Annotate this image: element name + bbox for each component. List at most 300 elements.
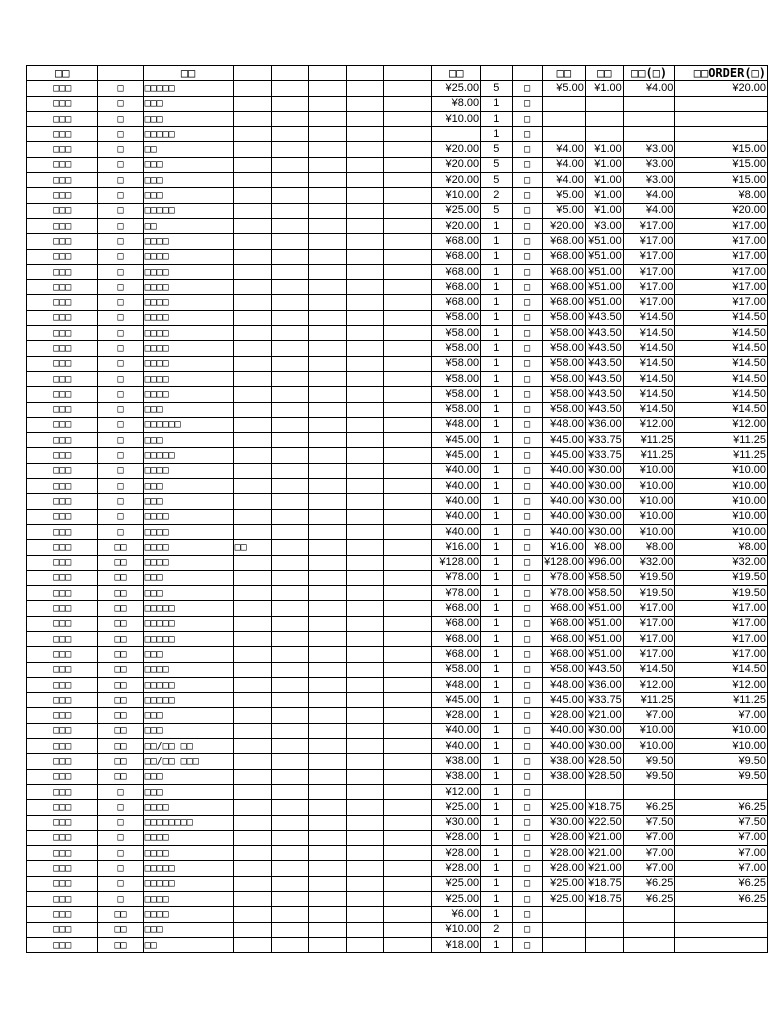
cell-col-blank-g	[346, 448, 383, 463]
cell-col-type: □	[98, 509, 143, 524]
cell-col-cost: ¥30.00	[585, 509, 623, 524]
cell-col-item-name: □□□□	[143, 280, 233, 295]
cell-col-note	[233, 601, 271, 616]
cell-col-price: ¥58.00	[432, 326, 481, 341]
cell-col-blank-e	[271, 173, 308, 188]
cell-col-blank-e	[271, 249, 308, 264]
cell-col-note	[233, 754, 271, 769]
cell-col-qty: 1	[481, 800, 512, 815]
table-row	[27, 479, 768, 494]
cell-col-type: □	[98, 846, 143, 861]
cell-col-note	[233, 264, 271, 279]
cell-col-blank-g	[346, 371, 383, 386]
cell-col-type: □□	[98, 540, 143, 555]
cell-col-price	[432, 127, 481, 142]
cell-col-price: ¥40.00	[432, 723, 481, 738]
cell-col-region: □□□	[27, 295, 98, 310]
cell-col-price: ¥68.00	[432, 234, 481, 249]
cell-col-price: ¥58.00	[432, 341, 481, 356]
cell-col-type: □□	[98, 937, 143, 952]
cell-col-blank-f	[308, 876, 346, 891]
cell-col-qty: 1	[481, 586, 512, 601]
cell-col-blank-f	[308, 601, 346, 616]
cell-col-note	[233, 494, 271, 509]
cell-col-price: ¥68.00	[432, 631, 481, 646]
header-col-region: □□	[27, 66, 98, 81]
cell-col-blank-h	[383, 754, 432, 769]
cell-col-qty: 1	[481, 616, 512, 631]
cell-col-cost: ¥30.00	[585, 739, 623, 754]
cell-col-region: □□□	[27, 280, 98, 295]
cell-col-region: □□□	[27, 387, 98, 402]
cell-col-total	[542, 96, 585, 111]
cell-col-blank-f	[308, 142, 346, 157]
cell-col-order-amount: ¥17.00	[675, 631, 768, 646]
cell-col-item-name: □□□□	[143, 907, 233, 922]
cell-col-qty: 1	[481, 96, 512, 111]
cell-col-price: ¥25.00	[432, 800, 481, 815]
cell-col-type: □□	[98, 555, 143, 570]
table-row	[27, 937, 768, 952]
cell-col-blank-g	[346, 326, 383, 341]
cell-col-profit: ¥3.00	[623, 157, 675, 172]
cell-col-blank-e	[271, 157, 308, 172]
cell-col-order-amount: ¥7.00	[675, 708, 768, 723]
cell-col-type: □	[98, 203, 143, 218]
cell-col-unit: □	[512, 280, 542, 295]
cell-col-blank-h	[383, 830, 432, 845]
cell-col-price: ¥30.00	[432, 815, 481, 830]
cell-col-qty: 5	[481, 81, 512, 96]
cell-col-type: □	[98, 371, 143, 386]
cell-col-type: □	[98, 249, 143, 264]
header-col-type	[98, 66, 143, 81]
cell-col-type: □□	[98, 570, 143, 585]
cell-col-cost: ¥58.50	[585, 586, 623, 601]
cell-col-blank-f	[308, 463, 346, 478]
cell-col-blank-g	[346, 540, 383, 555]
cell-col-blank-f	[308, 203, 346, 218]
cell-col-profit: ¥7.00	[623, 846, 675, 861]
cell-col-blank-g	[346, 127, 383, 142]
cell-col-type: □□	[98, 601, 143, 616]
cell-col-order-amount: ¥14.50	[675, 402, 768, 417]
cell-col-blank-e	[271, 708, 308, 723]
cell-col-total: ¥25.00	[542, 892, 585, 907]
cell-col-cost	[585, 937, 623, 952]
cell-col-blank-h	[383, 157, 432, 172]
cell-col-profit: ¥14.50	[623, 371, 675, 386]
cell-col-blank-h	[383, 693, 432, 708]
header-col-qty	[481, 66, 512, 81]
table-row	[27, 188, 768, 203]
table-row	[27, 892, 768, 907]
cell-col-blank-g	[346, 739, 383, 754]
cell-col-price: ¥78.00	[432, 586, 481, 601]
cell-col-order-amount: ¥19.50	[675, 570, 768, 585]
cell-col-total: ¥5.00	[542, 188, 585, 203]
cell-col-profit: ¥10.00	[623, 494, 675, 509]
cell-col-blank-h	[383, 876, 432, 891]
cell-col-order-amount: ¥32.00	[675, 555, 768, 570]
cell-col-price: ¥40.00	[432, 494, 481, 509]
cell-col-order-amount: ¥14.50	[675, 371, 768, 386]
cell-col-blank-f	[308, 356, 346, 371]
cell-col-unit: □	[512, 356, 542, 371]
cell-col-order-amount: ¥17.00	[675, 295, 768, 310]
cell-col-order-amount: ¥10.00	[675, 739, 768, 754]
cell-col-type: □	[98, 326, 143, 341]
cell-col-qty: 1	[481, 601, 512, 616]
cell-col-price: ¥10.00	[432, 922, 481, 937]
cell-col-profit: ¥11.25	[623, 693, 675, 708]
cell-col-type: □□	[98, 769, 143, 784]
cell-col-item-name: □□□	[143, 723, 233, 738]
cell-col-blank-f	[308, 188, 346, 203]
cell-col-unit: □	[512, 754, 542, 769]
cell-col-blank-h	[383, 509, 432, 524]
cell-col-blank-e	[271, 142, 308, 157]
cell-col-price: ¥68.00	[432, 647, 481, 662]
cell-col-type: □	[98, 234, 143, 249]
cell-col-order-amount: ¥6.25	[675, 800, 768, 815]
cell-col-profit: ¥4.00	[623, 188, 675, 203]
cell-col-order-amount: ¥10.00	[675, 463, 768, 478]
cell-col-item-name: □□□□	[143, 249, 233, 264]
cell-col-region: □□□	[27, 540, 98, 555]
cell-col-item-name: □□□□□□	[143, 417, 233, 432]
cell-col-profit: ¥11.25	[623, 448, 675, 463]
sheet-body	[27, 66, 768, 953]
cell-col-total: ¥40.00	[542, 479, 585, 494]
cell-col-qty: 1	[481, 570, 512, 585]
cell-col-blank-h	[383, 739, 432, 754]
cell-col-order-amount: ¥17.00	[675, 616, 768, 631]
cell-col-cost: ¥51.00	[585, 249, 623, 264]
cell-col-blank-e	[271, 111, 308, 126]
cell-col-item-name: □□□	[143, 479, 233, 494]
cell-col-blank-e	[271, 509, 308, 524]
cell-col-total: ¥48.00	[542, 677, 585, 692]
cell-col-total: ¥48.00	[542, 417, 585, 432]
cell-col-blank-e	[271, 402, 308, 417]
cell-col-qty: 1	[481, 861, 512, 876]
cell-col-region: □□□	[27, 708, 98, 723]
cell-col-profit: ¥10.00	[623, 739, 675, 754]
cell-col-region: □□□	[27, 601, 98, 616]
cell-col-unit: □	[512, 402, 542, 417]
cell-col-profit: ¥17.00	[623, 264, 675, 279]
table-row	[27, 280, 768, 295]
cell-col-note	[233, 815, 271, 830]
cell-col-price: ¥25.00	[432, 876, 481, 891]
header-col-cost: □□	[585, 66, 623, 81]
cell-col-blank-e	[271, 800, 308, 815]
cell-col-note	[233, 218, 271, 233]
cell-col-total: ¥58.00	[542, 326, 585, 341]
cell-col-qty: 1	[481, 341, 512, 356]
cell-col-order-amount: ¥15.00	[675, 157, 768, 172]
cell-col-blank-e	[271, 540, 308, 555]
cell-col-profit: ¥17.00	[623, 616, 675, 631]
cell-col-blank-h	[383, 280, 432, 295]
cell-col-blank-f	[308, 861, 346, 876]
cell-col-type: □	[98, 356, 143, 371]
cell-col-region: □□□	[27, 861, 98, 876]
cell-col-qty: 1	[481, 218, 512, 233]
cell-col-price: ¥6.00	[432, 907, 481, 922]
cell-col-price: ¥28.00	[432, 830, 481, 845]
cell-col-region: □□□	[27, 463, 98, 478]
cell-col-price: ¥48.00	[432, 417, 481, 432]
cell-col-unit: □	[512, 234, 542, 249]
cell-col-item-name: □□□□	[143, 234, 233, 249]
cell-col-cost: ¥1.00	[585, 142, 623, 157]
cell-col-unit: □	[512, 769, 542, 784]
cell-col-price: ¥28.00	[432, 861, 481, 876]
cell-col-unit: □	[512, 96, 542, 111]
cell-col-unit: □	[512, 326, 542, 341]
cell-col-blank-g	[346, 677, 383, 692]
cell-col-blank-f	[308, 907, 346, 922]
cell-col-qty: 5	[481, 142, 512, 157]
cell-col-total: ¥40.00	[542, 723, 585, 738]
cell-col-qty: 1	[481, 662, 512, 677]
cell-col-qty: 1	[481, 127, 512, 142]
cell-col-blank-f	[308, 433, 346, 448]
table-row	[27, 601, 768, 616]
cell-col-item-name: □□□□	[143, 326, 233, 341]
cell-col-blank-h	[383, 341, 432, 356]
header-col-price: □□	[432, 66, 481, 81]
table-row	[27, 555, 768, 570]
cell-col-total	[542, 922, 585, 937]
cell-col-note	[233, 417, 271, 432]
cell-col-blank-f	[308, 555, 346, 570]
cell-col-profit: ¥11.25	[623, 433, 675, 448]
cell-col-blank-e	[271, 218, 308, 233]
cell-col-blank-g	[346, 800, 383, 815]
cell-col-item-name: □□□	[143, 494, 233, 509]
cell-col-note	[233, 81, 271, 96]
table-row	[27, 540, 768, 555]
cell-col-item-name: □□□□□	[143, 81, 233, 96]
cell-col-unit: □	[512, 846, 542, 861]
table-row	[27, 494, 768, 509]
cell-col-order-amount: ¥14.50	[675, 310, 768, 325]
cell-col-note	[233, 769, 271, 784]
cell-col-blank-g	[346, 815, 383, 830]
cell-col-total: ¥28.00	[542, 861, 585, 876]
cell-col-unit: □	[512, 494, 542, 509]
cell-col-total: ¥38.00	[542, 754, 585, 769]
cell-col-blank-g	[346, 754, 383, 769]
cell-col-unit: □	[512, 631, 542, 646]
cell-col-type: □	[98, 830, 143, 845]
cell-col-item-name: □□□□□	[143, 876, 233, 891]
cell-col-item-name: □□□	[143, 769, 233, 784]
cell-col-blank-g	[346, 463, 383, 478]
cell-col-blank-e	[271, 769, 308, 784]
table-row	[27, 693, 768, 708]
cell-col-region: □□□	[27, 937, 98, 952]
cell-col-total: ¥28.00	[542, 708, 585, 723]
cell-col-profit: ¥14.50	[623, 402, 675, 417]
cell-col-profit: ¥6.25	[623, 876, 675, 891]
cell-col-blank-h	[383, 570, 432, 585]
cell-col-blank-e	[271, 387, 308, 402]
cell-col-cost: ¥43.50	[585, 326, 623, 341]
cell-col-profit: ¥17.00	[623, 249, 675, 264]
cell-col-region: □□□	[27, 586, 98, 601]
cell-col-region: □□□	[27, 494, 98, 509]
cell-col-profit: ¥12.00	[623, 677, 675, 692]
cell-col-item-name: □□/□□ □□□	[143, 754, 233, 769]
cell-col-note	[233, 142, 271, 157]
cell-col-cost: ¥43.50	[585, 371, 623, 386]
cell-col-blank-e	[271, 326, 308, 341]
cell-col-unit: □	[512, 601, 542, 616]
cell-col-order-amount: ¥8.00	[675, 540, 768, 555]
cell-col-blank-f	[308, 173, 346, 188]
table-row	[27, 509, 768, 524]
cell-col-type: □	[98, 142, 143, 157]
cell-col-blank-g	[346, 662, 383, 677]
spreadsheet-table	[26, 65, 768, 953]
cell-col-total: ¥68.00	[542, 280, 585, 295]
cell-col-blank-h	[383, 922, 432, 937]
cell-col-blank-e	[271, 96, 308, 111]
cell-col-item-name: □□/□□ □□	[143, 739, 233, 754]
table-row	[27, 769, 768, 784]
cell-col-blank-f	[308, 295, 346, 310]
cell-col-blank-g	[346, 341, 383, 356]
cell-col-qty: 1	[481, 433, 512, 448]
cell-col-unit: □	[512, 264, 542, 279]
cell-col-region: □□□	[27, 907, 98, 922]
cell-col-blank-g	[346, 142, 383, 157]
cell-col-blank-h	[383, 81, 432, 96]
cell-col-unit: □	[512, 463, 542, 478]
cell-col-region: □□□	[27, 264, 98, 279]
cell-col-item-name: □□□	[143, 647, 233, 662]
cell-col-blank-g	[346, 234, 383, 249]
cell-col-price: ¥28.00	[432, 846, 481, 861]
cell-col-item-name: □□□□□	[143, 601, 233, 616]
cell-col-region: □□□	[27, 922, 98, 937]
cell-col-price: ¥58.00	[432, 371, 481, 386]
cell-col-unit: □	[512, 479, 542, 494]
cell-col-note	[233, 433, 271, 448]
cell-col-note	[233, 907, 271, 922]
cell-col-region: □□□	[27, 693, 98, 708]
cell-col-blank-h	[383, 203, 432, 218]
cell-col-total: ¥68.00	[542, 631, 585, 646]
cell-col-unit: □	[512, 524, 542, 539]
cell-col-profit	[623, 96, 675, 111]
cell-col-order-amount: ¥9.50	[675, 769, 768, 784]
cell-col-order-amount: ¥15.00	[675, 173, 768, 188]
cell-col-profit	[623, 784, 675, 799]
cell-col-item-name: □□□□	[143, 463, 233, 478]
cell-col-item-name: □□□□	[143, 540, 233, 555]
cell-col-blank-f	[308, 739, 346, 754]
cell-col-qty: 1	[481, 448, 512, 463]
cell-col-unit: □	[512, 387, 542, 402]
cell-col-note	[233, 479, 271, 494]
table-row	[27, 387, 768, 402]
cell-col-cost	[585, 784, 623, 799]
cell-col-blank-e	[271, 234, 308, 249]
cell-col-unit: □	[512, 295, 542, 310]
cell-col-blank-f	[308, 417, 346, 432]
cell-col-blank-h	[383, 846, 432, 861]
cell-col-blank-g	[346, 846, 383, 861]
cell-col-note	[233, 249, 271, 264]
cell-col-blank-h	[383, 494, 432, 509]
cell-col-profit: ¥7.00	[623, 830, 675, 845]
cell-col-order-amount: ¥8.00	[675, 188, 768, 203]
cell-col-item-name: □□□□	[143, 356, 233, 371]
cell-col-note	[233, 830, 271, 845]
cell-col-blank-e	[271, 876, 308, 891]
cell-col-blank-f	[308, 157, 346, 172]
table-row	[27, 662, 768, 677]
cell-col-qty: 1	[481, 479, 512, 494]
cell-col-unit: □	[512, 892, 542, 907]
cell-col-qty: 1	[481, 876, 512, 891]
cell-col-order-amount: ¥10.00	[675, 723, 768, 738]
cell-col-item-name: □□□	[143, 586, 233, 601]
cell-col-total: ¥68.00	[542, 616, 585, 631]
cell-col-unit: □	[512, 509, 542, 524]
cell-col-qty: 1	[481, 540, 512, 555]
header-col-blank-h	[383, 66, 432, 81]
table-row	[27, 157, 768, 172]
cell-col-blank-f	[308, 540, 346, 555]
cell-col-qty: 1	[481, 264, 512, 279]
cell-col-total: ¥30.00	[542, 815, 585, 830]
cell-col-blank-e	[271, 677, 308, 692]
cell-col-cost: ¥30.00	[585, 723, 623, 738]
cell-col-cost: ¥1.00	[585, 203, 623, 218]
cell-col-unit: □	[512, 371, 542, 386]
cell-col-unit: □	[512, 830, 542, 845]
cell-col-price: ¥58.00	[432, 356, 481, 371]
cell-col-blank-g	[346, 555, 383, 570]
cell-col-blank-e	[271, 861, 308, 876]
cell-col-blank-g	[346, 708, 383, 723]
cell-col-item-name: □□□□	[143, 387, 233, 402]
cell-col-blank-h	[383, 524, 432, 539]
cell-col-blank-h	[383, 708, 432, 723]
cell-col-blank-h	[383, 601, 432, 616]
cell-col-order-amount: ¥10.00	[675, 494, 768, 509]
cell-col-price: ¥28.00	[432, 708, 481, 723]
cell-col-type: □	[98, 96, 143, 111]
cell-col-type: □	[98, 876, 143, 891]
cell-col-qty: 1	[481, 769, 512, 784]
cell-col-total: ¥68.00	[542, 234, 585, 249]
cell-col-qty: 1	[481, 937, 512, 952]
cell-col-qty: 1	[481, 249, 512, 264]
cell-col-cost: ¥1.00	[585, 188, 623, 203]
cell-col-item-name: □□□□	[143, 662, 233, 677]
header-col-blank-e	[271, 66, 308, 81]
cell-col-total: ¥20.00	[542, 218, 585, 233]
cell-col-order-amount	[675, 922, 768, 937]
cell-col-blank-g	[346, 723, 383, 738]
